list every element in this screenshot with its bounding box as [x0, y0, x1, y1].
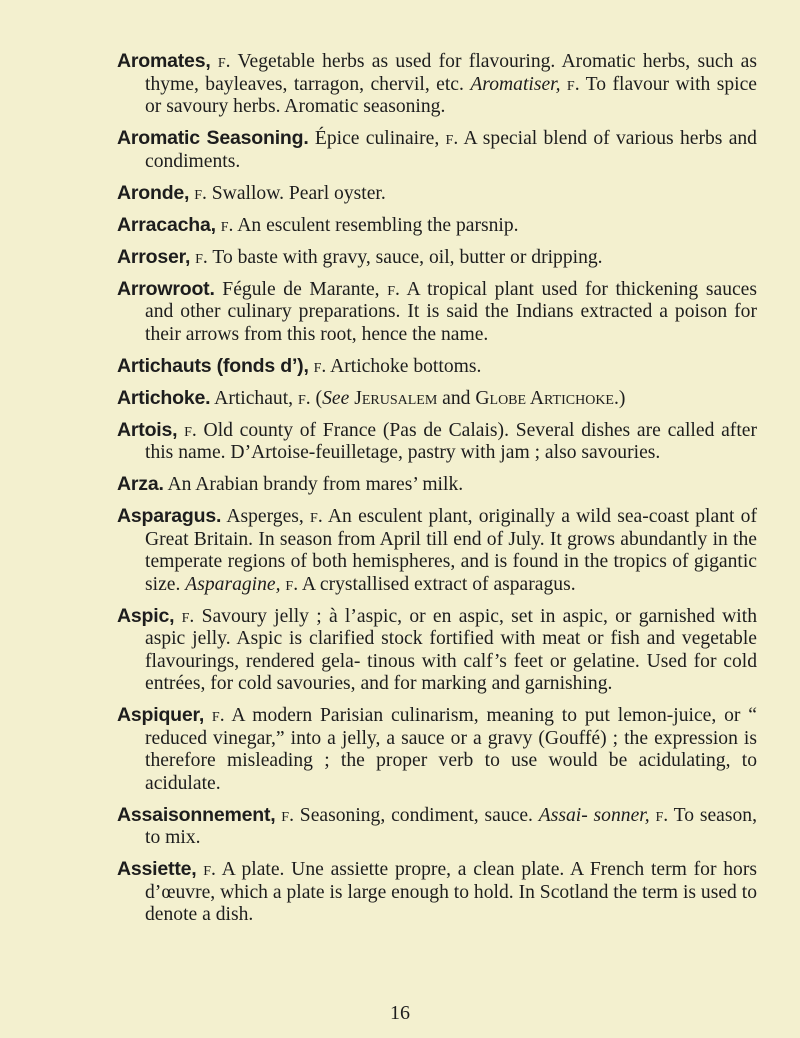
entry-aspiquer — [117, 704, 757, 795]
headword: Aromatic Seasoning. — [117, 127, 309, 149]
headword: Artois, — [117, 418, 178, 441]
small-caps-text: f. — [285, 573, 299, 595]
definition-text: Asperges, — [221, 506, 311, 527]
small-caps-text: Jerusalem — [354, 387, 438, 409]
definition-text: To baste with gravy, sauce, oil, butter or dripping. — [207, 246, 603, 268]
headword: Assiette, — [117, 858, 197, 880]
definition-text: Old county of France (Pas de Calais). Several dishes are called after this name. D’Artoise-feuilletage, pastry with jam ; also savouries. — [145, 419, 757, 463]
definition-text: A plate. Une assiette propre, a clean plate. A French term for hors d’œuvre, which a plate is large enough to hold. In Scotland the term is used to denote a dish. — [145, 859, 757, 925]
entry-arracacha — [117, 214, 757, 238]
entry-aromates — [117, 50, 757, 119]
definition-text: ) — [618, 387, 626, 409]
definition-text: A tropical plant used for thickening sauces and other culinary preparations. It is said the Indians extracted a poison for their arrows from this root, hence the name. — [145, 278, 758, 345]
definition-text — [204, 705, 212, 726]
small-caps-text: f. — [211, 705, 225, 726]
definition-text: A crystallised extract of asparagus. — [298, 573, 576, 595]
entry-artichoke — [117, 387, 757, 411]
definition-text: Seasoning, condiment, sauce. — [293, 804, 539, 826]
definition-text: A modern Parisian culinarism, meaning to put lemon-juice, or “ reduced vinegar,” into a jelly, a sauce or a gravy (Gouffé) ; the expression is therefore misleading ; the proper verb to use would be acidulating, to acidulate. — [145, 705, 757, 794]
small-caps-text: f. — [281, 804, 294, 826]
definition-text: To season, to mix. — [145, 804, 757, 848]
definition-text: An esculent plant, originally a wild sea-coast plant of Great Britain. In season from April till end of July. It grows abundantly in the temperate regions of both hemispheres, and is found in the tropics of gigantic size. — [145, 506, 757, 595]
definition-text — [174, 606, 181, 627]
headword: Aspiquer, — [117, 704, 205, 726]
headword: Asparagus. — [117, 505, 222, 527]
small-caps-text: f. — [184, 419, 197, 441]
headword: Aspic, — [117, 604, 175, 627]
definition-text: Fégule de Marante, — [214, 278, 388, 300]
page-number: 16 — [390, 1002, 410, 1024]
small-caps-text: f. — [313, 355, 327, 377]
definition-text: An Arabian brandy from mares’ milk. — [163, 474, 464, 495]
definition-text — [211, 51, 218, 72]
entry-aspic — [117, 605, 757, 696]
small-caps-text: f. — [203, 859, 216, 880]
definition-text: Vegetable herbs as used for flavouring. Aromatic herbs, such as thyme, bayleaves, tarragon, chervil, etc. — [145, 51, 758, 95]
entry-artichauts — [117, 355, 757, 379]
small-caps-text: f. — [181, 605, 195, 627]
definition-text: ( — [310, 387, 323, 409]
small-caps-text: f. — [445, 128, 459, 149]
entry-aronde — [117, 182, 757, 206]
entry-asparagus — [117, 505, 757, 596]
italic-text: See — [322, 387, 350, 409]
entry-assiette — [117, 858, 757, 927]
definition-text: To flavour with spice or savoury herbs. Aromatic seasoning. — [145, 73, 757, 117]
entry-assaisonnement — [117, 804, 757, 850]
headword: Artichoke. — [117, 386, 211, 409]
definition-text: Swallow. Pearl oyster. — [206, 182, 386, 204]
small-caps-text: Globe Artichoke. — [475, 387, 619, 409]
entry-artois — [117, 419, 757, 465]
definition-text: Artichaut, — [210, 387, 298, 409]
definition-text: Épice culinaire, — [308, 128, 446, 149]
headword: Arrowroot. — [117, 277, 215, 300]
italic-text: Aromatiser, — [470, 73, 561, 95]
italic-text: Assai- sonner, — [538, 804, 650, 826]
small-caps-text: f. — [217, 51, 231, 72]
entry-arza — [117, 473, 757, 497]
headword: Aronde, — [117, 181, 190, 204]
small-caps-text: f. — [655, 804, 669, 826]
small-caps-text: f. — [220, 214, 234, 236]
small-caps-text: f. — [195, 246, 208, 268]
definition-text: An esculent resembling the parsnip. — [233, 214, 519, 236]
headword: Arza. — [117, 473, 164, 495]
small-caps-text: f. — [387, 278, 400, 300]
entry-aromatic-seasoning — [117, 127, 757, 173]
headword: Aromates, — [117, 50, 211, 72]
entries-list — [117, 50, 757, 935]
definition-text: A special blend of various herbs and condiments. — [145, 128, 757, 172]
definition-text: Artichoke bottoms. — [326, 355, 482, 377]
headword: Assaisonnement, — [117, 803, 276, 826]
entry-arrowroot — [117, 278, 757, 347]
definition-text: Savoury jelly ; à l’aspic, or en aspic, set in aspic, or garnished with aspic jelly. Aspic is clarified stock fortified with meat or fish and vegetable flavourings, rendered gela- tinous with calf’s feet or gelatine. Used for cold entrées, for cold savouries, and for marking and garnishing. — [145, 605, 757, 694]
small-caps-text: f. — [194, 182, 207, 204]
headword: Arroser, — [117, 245, 191, 268]
headword: Artichauts (fonds d’), — [117, 354, 309, 377]
headword: Arracacha, — [117, 213, 216, 236]
small-caps-text: f. — [310, 506, 323, 527]
entry-arroser — [117, 246, 757, 270]
small-caps-text: f. — [566, 73, 580, 95]
italic-text: Asparagine, — [185, 573, 281, 595]
small-caps-text: f. — [297, 387, 311, 409]
definition-text: and — [437, 387, 476, 409]
